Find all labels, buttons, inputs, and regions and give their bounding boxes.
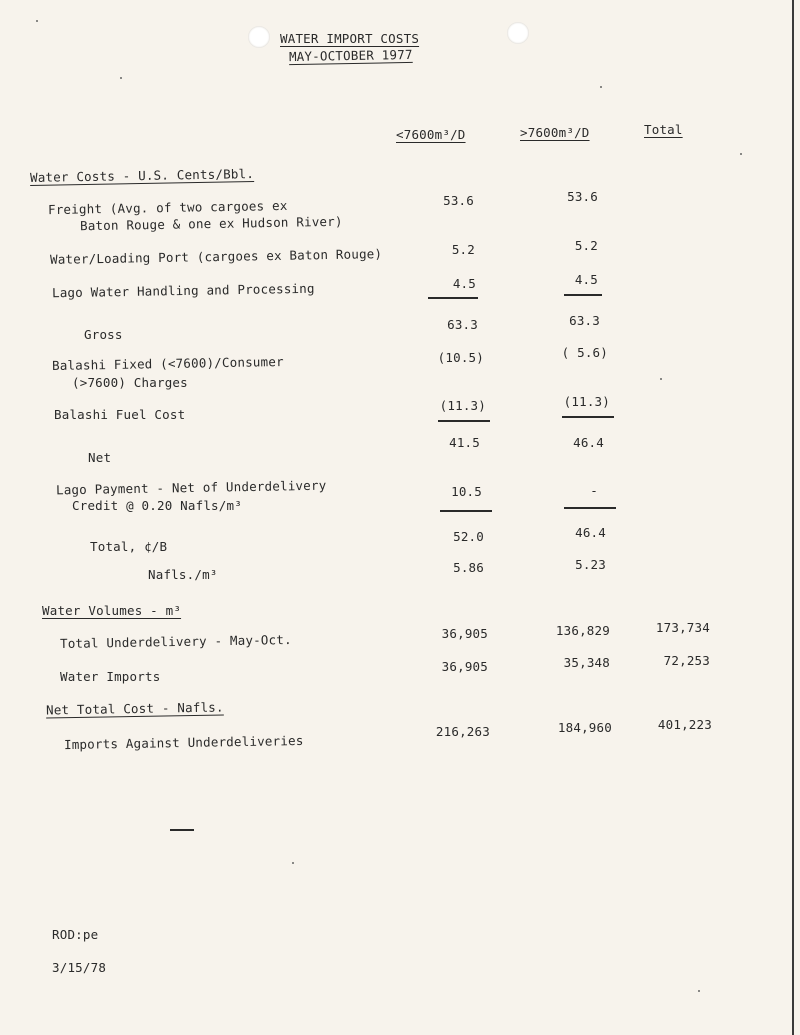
- page-title: WATER IMPORT COSTS: [280, 31, 420, 46]
- row-label-nafls-per-m3: Nafls./m³: [148, 567, 218, 582]
- subtotal-rule: [564, 507, 616, 509]
- scan-speck: [698, 990, 700, 992]
- column-header-under-7600: <7600m³/D: [396, 127, 466, 142]
- column-header-total: Total: [644, 122, 683, 137]
- value-nafls-col2: 5.23: [575, 557, 606, 572]
- row-label-water-loading-port: Water/Loading Port (cargoes ex Baton Rouge): [49, 246, 383, 267]
- value-balashi-col1: (10.5): [437, 350, 484, 365]
- value-waterport-col2: 5.2: [574, 238, 598, 253]
- scan-speck: [600, 86, 602, 88]
- section-heading-water-costs: Water Costs - U.S. Cents/Bbl.: [29, 166, 255, 185]
- stray-pen-mark: [170, 829, 194, 831]
- row-label-balashi-fuel: Balashi Fuel Cost: [54, 407, 186, 422]
- row-label-lago-payment: Lago Payment - Net of Underdelivery: [55, 477, 327, 498]
- value-nafls-col1: 5.86: [453, 560, 484, 575]
- footer-date: 3/15/78: [52, 960, 107, 975]
- value-net-col1: 41.5: [449, 435, 480, 450]
- scan-speck: [292, 862, 294, 864]
- row-label-balashi-fixed-cont: (>7600) Charges: [72, 375, 188, 390]
- value-net-col2: 46.4: [573, 435, 604, 450]
- value-under-col1: 36,905: [441, 626, 488, 641]
- section-heading-net-total-cost: Net Total Cost - Nafls.: [45, 699, 224, 718]
- value-under-col2: 136,829: [555, 623, 610, 638]
- row-label-total-cents: Total, ¢/B: [90, 539, 168, 554]
- subtotal-rule: [438, 420, 490, 422]
- row-label-lago-payment-cont: Credit @ 0.20 Nafls/m³: [72, 498, 242, 513]
- row-label-balashi-fixed: Balashi Fixed (<7600)/Consumer: [51, 353, 284, 374]
- value-imports-total: 72,253: [663, 653, 710, 668]
- scan-speck: [660, 378, 662, 380]
- value-gross-col1: 63.3: [447, 317, 478, 332]
- row-label-imports-against-underdeliveries: Imports Against Underdeliveries: [63, 732, 304, 753]
- value-imports-col1: 36,905: [441, 659, 488, 674]
- section-heading-water-volumes: Water Volumes - m³: [42, 603, 182, 618]
- value-total-cents-col1: 52.0: [453, 529, 484, 544]
- value-freight-col1: 53.6: [443, 193, 474, 208]
- footer-initials: ROD:pe: [52, 927, 99, 942]
- value-lago-col1: 4.5: [452, 276, 476, 291]
- row-label-total-underdelivery: Total Underdelivery - May-Oct.: [59, 631, 292, 652]
- subtotal-rule: [564, 294, 602, 296]
- page-edge-line: [792, 0, 794, 1035]
- column-header-over-7600: >7600m³/D: [520, 125, 590, 140]
- value-imports-col2: 35,348: [563, 655, 610, 670]
- row-label-gross: Gross: [84, 327, 123, 342]
- value-freight-col2: 53.6: [567, 189, 598, 204]
- scan-speck: [36, 20, 38, 22]
- punch-hole-right: [507, 22, 529, 44]
- row-label-lago-water-handling: Lago Water Handling and Processing: [51, 280, 315, 301]
- page-subtitle: MAY-OCTOBER 1977: [288, 46, 413, 65]
- scan-speck: [120, 77, 122, 79]
- subtotal-rule: [440, 510, 492, 512]
- value-lagopay-col2: -: [590, 483, 598, 498]
- row-label-freight: Freight (Avg. of two cargoes ex: [47, 197, 288, 218]
- value-under-total: 173,734: [655, 620, 710, 635]
- row-label-net: Net: [88, 450, 112, 465]
- subtotal-rule: [562, 416, 614, 418]
- value-against-col1: 216,263: [435, 724, 490, 739]
- value-gross-col2: 63.3: [569, 313, 600, 328]
- row-label-freight-cont: Baton Rouge & one ex Hudson River): [79, 213, 343, 234]
- value-total-cents-col2: 46.4: [575, 525, 606, 540]
- scan-speck: [740, 153, 742, 155]
- value-fuel-col2: (11.3): [563, 394, 610, 409]
- value-against-total: 401,223: [657, 717, 712, 732]
- value-balashi-col2: ( 5.6): [561, 345, 608, 360]
- value-fuel-col1: (11.3): [439, 398, 486, 413]
- row-label-water-imports: Water Imports: [60, 669, 161, 684]
- value-against-col2: 184,960: [557, 720, 612, 735]
- value-waterport-col1: 5.2: [451, 242, 475, 257]
- punch-hole-left: [248, 26, 270, 48]
- subtotal-rule: [428, 297, 478, 299]
- value-lago-col2: 4.5: [574, 272, 598, 287]
- value-lagopay-col1: 10.5: [451, 484, 482, 499]
